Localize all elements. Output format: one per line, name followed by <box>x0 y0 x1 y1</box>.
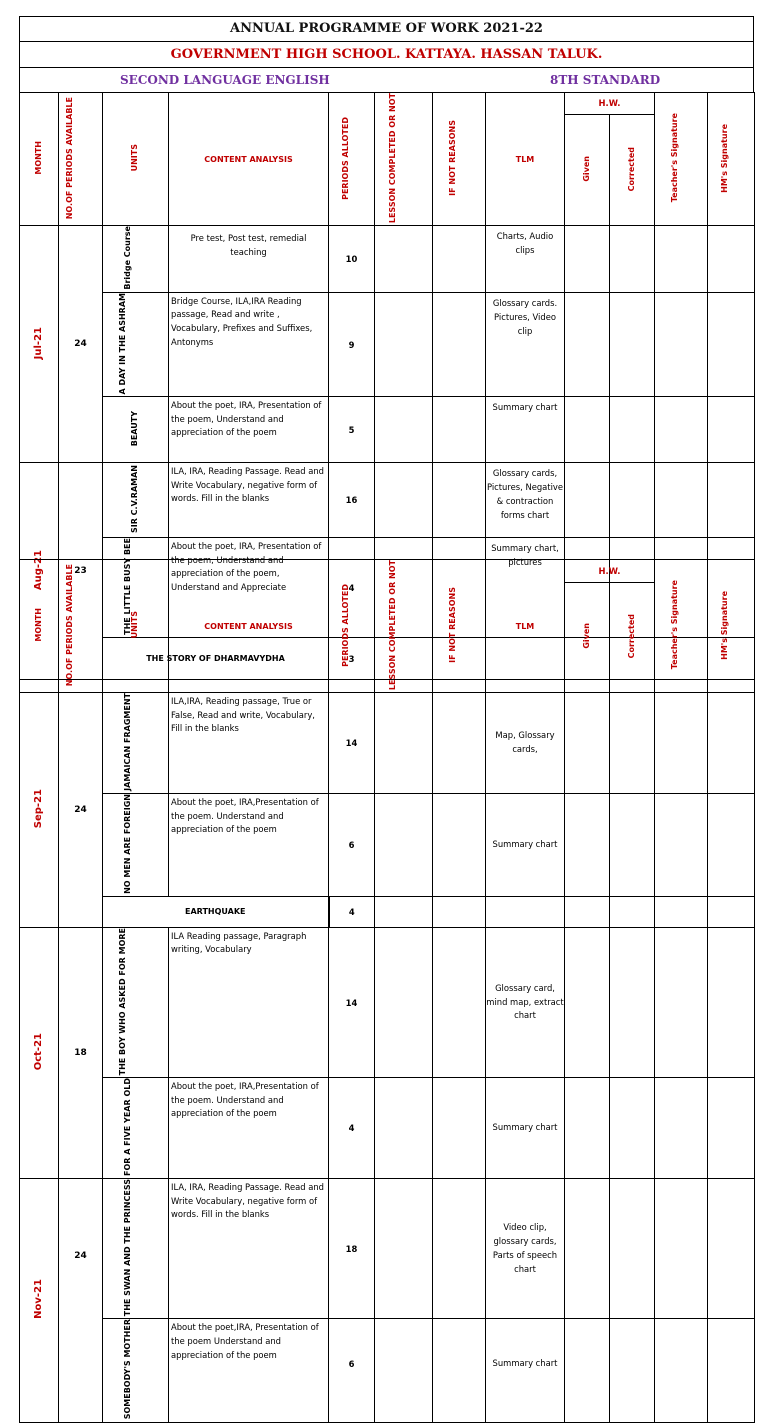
unit-cell: SIR C.V.RAMAN <box>103 463 169 538</box>
periods-available-cell: 24 <box>59 226 103 463</box>
col-periods-available: NO.OF PERIODS AVAILABLE <box>59 560 103 693</box>
content-cell: ILA,IRA, Reading passage, True or False, Read and write, Vocabulary, Fill in the blanks <box>169 693 329 794</box>
content-cell: About the poet,IRA, Presentation of the poem Understand and appreciation of the poem <box>169 1319 329 1422</box>
table-row <box>20 1319 755 1422</box>
month-cell: Aug-21 <box>20 463 59 680</box>
tlm-cell: Map, Glossary cards, <box>486 693 565 794</box>
table-row <box>20 927 755 1077</box>
col-teacher-signature: Teacher's Signature <box>655 93 708 226</box>
table-row <box>20 793 755 896</box>
col-hw: H.W. <box>565 93 655 115</box>
content-cell: ILA, IRA, Reading Passage. Read and Write Vocabulary, negative form of words. Fill in the blanks <box>169 1179 329 1319</box>
col-corrected: Corrected <box>610 582 655 693</box>
col-corrected: Corrected <box>610 114 655 225</box>
col-hm-signature: HM's Signature <box>708 560 755 693</box>
tlm-cell: Glossary cards. Pictures, Video clip <box>486 292 565 396</box>
document-title: ANNUAL PROGRAMME OF WORK 2021-22 <box>19 16 754 42</box>
tlm-cell: Glossary cards, Pictures, Negative & contraction forms chart <box>486 463 565 538</box>
col-given: Given <box>565 114 610 225</box>
col-content: CONTENT ANALYSIS <box>169 560 329 693</box>
content-cell: About the poet, IRA,Presentation of the poem. Understand and appreciation of the poem <box>169 793 329 896</box>
col-teacher-signature: Teacher's Signature <box>655 560 708 693</box>
tlm-cell: Summary chart <box>486 793 565 896</box>
table-row <box>20 226 755 293</box>
periods-alloted-cell: 14 <box>329 693 375 794</box>
col-tlm: TLM <box>486 560 565 693</box>
unit-cell: Bridge Course <box>103 226 169 293</box>
table-row <box>20 292 755 396</box>
periods-alloted-cell: 10 <box>329 226 375 293</box>
content-cell: ILA, IRA, Reading Passage. Read and Write Vocabulary, negative form of words. Fill in the blanks <box>169 463 329 538</box>
content-cell: About the poet, IRA,Presentation of the poem. Understand and appreciation of the poem <box>169 1078 329 1179</box>
tlm-cell: Summary chart <box>486 397 565 463</box>
table-row <box>20 397 755 463</box>
periods-alloted-cell: 5 <box>329 397 375 463</box>
month-cell: Nov-21 <box>20 1179 59 1423</box>
col-periods-alloted: PERIODS ALLOTED <box>329 93 375 226</box>
col-given: Given <box>565 582 610 693</box>
content-cell: ILA Reading passage, Paragraph writing, Vocabulary <box>169 927 329 1077</box>
col-content: CONTENT ANALYSIS <box>169 93 329 226</box>
unit-cell: THE STORY OF DHARMAVYDHA <box>103 638 329 680</box>
periods-alloted-cell: 18 <box>329 1179 375 1319</box>
plan-table-2 <box>19 559 755 1423</box>
periods-alloted-cell: 16 <box>329 463 375 538</box>
tlm-cell: Charts, Audio clips <box>486 226 565 293</box>
col-lesson-completed: LESSON COMPLETED OR NOT <box>375 93 433 226</box>
periods-alloted-cell: 4 <box>329 1078 375 1179</box>
col-lesson-completed: LESSON COMPLETED OR NOT <box>375 560 433 693</box>
table-row <box>20 1179 755 1319</box>
col-month: MONTH <box>20 93 59 226</box>
periods-available-cell: 18 <box>59 927 103 1178</box>
col-units: UNITS <box>103 560 169 693</box>
unit-cell: THE LITTLE BUSY BEE <box>103 538 169 638</box>
content-cell: About the poet, IRA, Presentation of the poem, Understand and appreciation of the poem, Understand and Appreciate <box>169 538 329 638</box>
periods-alloted-cell: 9 <box>329 292 375 396</box>
col-hm-signature: HM's Signature <box>708 93 755 226</box>
tlm-cell: Video clip, glossary cards, Parts of speech chart <box>486 1179 565 1319</box>
periods-alloted-cell: 6 <box>329 1319 375 1422</box>
unit-cell: A DAY IN THE ASHRAM <box>103 292 169 396</box>
tlm-cell: Summary chart <box>486 1078 565 1179</box>
periods-alloted-cell: 3 <box>329 638 375 680</box>
col-reasons: IF NOT REASONS <box>433 560 486 693</box>
subject-label: SECOND LANGUAGE ENGLISH <box>120 73 330 87</box>
table-row <box>20 693 755 794</box>
col-periods-available: NO.OF PERIODS AVAILABLE <box>59 93 103 226</box>
col-periods-alloted: PERIODS ALLOTED <box>329 560 375 693</box>
unit-cell: NO MEN ARE FOREIGN <box>103 793 169 896</box>
col-month: MONTH <box>20 560 59 693</box>
periods-alloted-cell: 6 <box>329 793 375 896</box>
unit-cell: THE SWAN AND THE PRINCESS <box>103 1179 169 1319</box>
tlm-cell: Summary chart, pictures <box>486 538 565 638</box>
month-cell: Oct-21 <box>20 927 59 1178</box>
unit-cell: THE BOY WHO ASKED FOR MORE <box>103 927 169 1077</box>
tlm-cell: Glossary card, mind map, extract chart <box>486 927 565 1077</box>
month-cell: Sep-21 <box>20 693 59 928</box>
tlm-cell: Summary chart <box>486 1319 565 1422</box>
unit-cell: BEAUTY <box>103 397 169 463</box>
unit-cell: FOR A FIVE YEAR OLD <box>103 1078 169 1179</box>
col-tlm: TLM <box>486 93 565 226</box>
content-cell: About the poet, IRA, Presentation of the poem, Understand and appreciation of the poem <box>169 397 329 463</box>
school-name: GOVERNMENT HIGH SCHOOL. KATTAYA. HASSAN TALUK. <box>19 41 754 68</box>
month-cell: Jul-21 <box>20 226 59 463</box>
col-units: UNITS <box>103 93 169 226</box>
table-row <box>20 896 755 927</box>
content-cell: Bridge Course, ILA,IRA Reading passage, Read and write , Vocabulary, Prefixes and Suffixes, Antonyms <box>169 292 329 396</box>
subject-row <box>19 67 754 93</box>
periods-alloted-cell: 4 <box>329 896 375 927</box>
table-row <box>20 463 755 538</box>
periods-alloted-cell: 4 <box>329 538 375 638</box>
unit-cell: EARTHQUAKE <box>103 896 329 927</box>
periods-available-cell: 24 <box>59 693 103 928</box>
periods-available-cell: 24 <box>59 1179 103 1423</box>
unit-cell: JAMAICAN FRAGMENT <box>103 693 169 794</box>
unit-cell: SOMEBODY'S MOTHER <box>103 1319 169 1422</box>
periods-available-cell: 23 <box>59 463 103 680</box>
col-hw: H.W. <box>565 560 655 583</box>
table-row <box>20 1078 755 1179</box>
periods-alloted-cell: 14 <box>329 927 375 1077</box>
content-cell: Pre test, Post test, remedial teaching <box>169 226 329 293</box>
standard-label: 8TH STANDARD <box>550 73 661 87</box>
col-reasons: IF NOT REASONS <box>433 93 486 226</box>
